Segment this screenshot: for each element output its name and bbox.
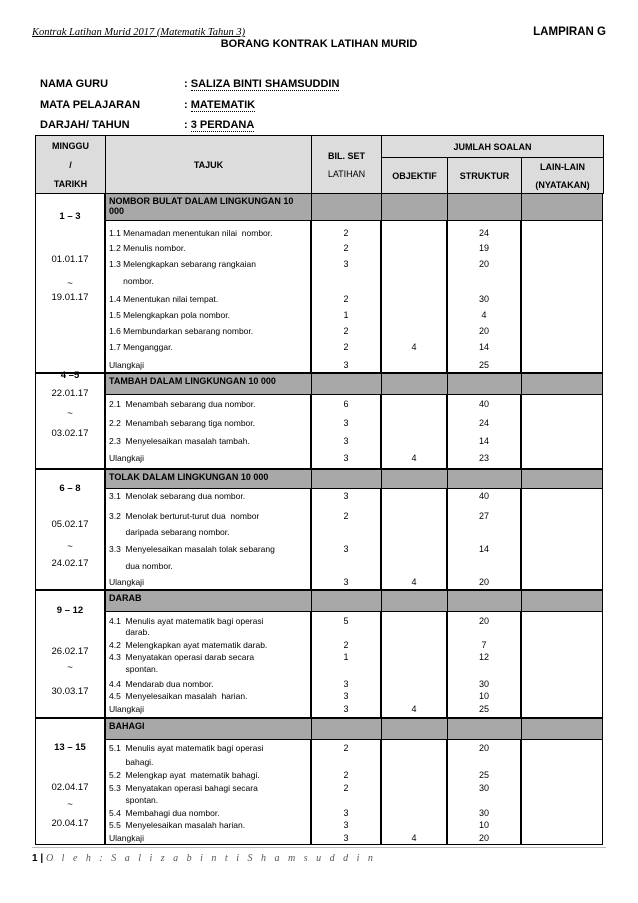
bil-set-value: 3 (343, 691, 349, 701)
info-value: : SALIZA BINTI SHAMSUDDIN (184, 78, 340, 90)
footer-author: O l e h : S a l i z a b i n t i S h a m s u d d i n (45, 853, 376, 864)
topic-item: bahagi. (109, 757, 154, 767)
struktur-value: 24 (478, 418, 489, 428)
week-range: 4 –5 (60, 370, 80, 381)
bil-set-value: 3 (343, 833, 349, 843)
week-date: 03.02.17 (51, 428, 89, 439)
week-date: 05.02.17 (51, 519, 89, 530)
topic-item: 1.3 Melengkapkan sebarang rangkaian (109, 259, 256, 269)
bil-set-value: 3 (343, 453, 349, 463)
topic-item: 3.1 Menolak sebarang dua nombor. (109, 491, 246, 501)
topic-item: 1.6 Membundarkan sebarang nombor. (109, 326, 254, 336)
bil-set-value: 3 (343, 491, 349, 501)
topic-item: 4.4 Mendarab dua nombor. (109, 679, 214, 689)
struktur-value: 20 (478, 259, 489, 269)
struktur-value: 4 (481, 310, 487, 320)
section-title: TAMBAH DALAM LINGKUNGAN 10 000 (109, 376, 276, 386)
struktur-value: 20 (478, 616, 489, 626)
info-value: : MATEMATIK (184, 99, 256, 111)
section-title: DARAB (109, 593, 142, 603)
struktur-value: 25 (478, 360, 489, 370)
topic-item: 4.3 Menyatakan operasi darab secara (109, 652, 255, 662)
week-date: ~ (67, 541, 73, 552)
topic-item: 1.5 Melengkapkan pola nombor. (109, 310, 230, 320)
week-date: ~ (67, 408, 73, 419)
topic-item: 4.2 Melengkapkan ayat matematik darab. (109, 640, 268, 650)
bil-set-value: 3 (343, 418, 349, 428)
struktur-value: 19 (478, 243, 489, 253)
bil-set-value: 3 (343, 259, 349, 269)
week-date: 26.02.17 (51, 646, 89, 657)
week-range: 6 – 8 (59, 483, 81, 494)
bil-set-value: 5 (343, 616, 349, 626)
topic-item: 1.2 Menulis nombor. (109, 243, 186, 253)
struktur-value: 14 (478, 342, 489, 352)
struktur-value: 30 (478, 783, 489, 793)
struktur-value: 10 (478, 691, 489, 701)
form-title: BORANG KONTRAK LATIHAN MURID (220, 38, 418, 50)
objektif-value: 4 (411, 833, 417, 843)
topic-item: 3.2 Menolak berturut-turut dua nombor (109, 511, 260, 521)
section-title: TOLAK DALAM LINGKUNGAN 10 000 (109, 472, 269, 482)
bil-set-value: 2 (343, 326, 349, 336)
section-title: BAHAGI (109, 721, 145, 731)
struktur-value: 7 (481, 640, 487, 650)
struktur-value: 27 (478, 511, 489, 521)
struktur-value: 20 (478, 577, 489, 587)
struktur-value: 40 (478, 399, 489, 409)
bil-set-value: 3 (343, 544, 349, 554)
appendix-label: LAMPIRAN G (533, 26, 606, 38)
bil-set-value: 3 (343, 577, 349, 587)
topic-item: Ulangkaji (109, 453, 144, 463)
struktur-value: 20 (478, 743, 489, 753)
info-value: : 3 PERDANA (184, 119, 255, 131)
topic-item: daripada sebarang nombor. (109, 527, 230, 537)
topic-item: Ulangkaji (109, 577, 144, 587)
week-date: ~ (67, 662, 73, 673)
bil-set-value: 2 (343, 640, 349, 650)
objektif-value: 4 (411, 577, 417, 587)
topic-item: nombor. (109, 276, 154, 286)
topic-item: 5.5 Menyelesaikan masalah harian. (109, 820, 246, 830)
bil-set-value: 6 (343, 399, 349, 409)
week-date: ~ (67, 799, 73, 810)
info-label: NAMA GURU (40, 78, 109, 90)
week-date: 30.03.17 (51, 686, 89, 697)
document-header-title: Kontrak Latihan Murid 2017 (Matematik Tahun 3) (32, 27, 246, 38)
week-range: 9 – 12 (56, 605, 84, 616)
topic-item: 2.1 Menambah sebarang dua nombor. (109, 399, 256, 409)
bil-set-value: 1 (343, 652, 349, 662)
topic-item: 4.1 Menulis ayat matematik bagi operasi (109, 616, 264, 626)
bil-set-value: 3 (343, 820, 349, 830)
header-lain-lain: LAIN-LAIN (NYATAKAN) (522, 158, 604, 194)
header-objektif: OBJEKTIF (382, 158, 448, 194)
bil-set-value: 2 (343, 228, 349, 238)
struktur-value: 25 (478, 770, 489, 780)
topic-item: spontan. (109, 795, 159, 805)
bil-set-value: 2 (343, 743, 349, 753)
topic-item: 5.4 Membahagi dua nombor. (109, 808, 220, 818)
header-tajuk: TAJUK (106, 136, 312, 194)
struktur-value: 14 (478, 436, 489, 446)
week-date: 02.04.17 (51, 782, 89, 793)
objektif-value: 4 (411, 704, 417, 714)
week-date: 01.01.17 (51, 254, 89, 265)
topic-item: 1.1 Menamadan menentukan nilai nombor. (109, 228, 273, 238)
bil-set-value: 3 (343, 808, 349, 818)
topic-item: 2.3 Menyelesaikan masalah tambah. (109, 436, 250, 446)
bil-set-value: 2 (343, 294, 349, 304)
week-date: 19.01.17 (51, 292, 89, 303)
topic-item: 1.7 Menganggar. (109, 342, 173, 352)
struktur-value: 14 (478, 544, 489, 554)
week-date: 22.01.17 (51, 388, 89, 399)
struktur-value: 24 (478, 228, 489, 238)
header-jumlah-soalan: JUMLAH SOALAN (382, 136, 604, 158)
struktur-value: 20 (478, 326, 489, 336)
page-number: 1 (32, 853, 38, 864)
objektif-value: 4 (411, 453, 417, 463)
topic-item: 5.2 Melengkap ayat matematik bahagi. (109, 770, 260, 780)
section-title: NOMBOR BULAT DALAM LINGKUNGAN 10 000 (109, 196, 294, 216)
topic-item: 4.5 Menyelesaikan masalah harian. (109, 691, 248, 701)
topic-item: 1.4 Menentukan nilai tempat. (109, 294, 219, 304)
topic-item: 5.3 Menyatakan operasi bahagi secara (109, 783, 258, 793)
week-date: ~ (67, 278, 73, 289)
topic-item: Ulangkaji (109, 360, 144, 370)
header-minggu: MINGGU / TARIKH (36, 136, 106, 194)
bil-set-value: 3 (343, 360, 349, 370)
header-bil-set: BIL. SET LATIHAN (312, 136, 382, 194)
page-footer: 1 | O l e h : S a l i z a b i n t i S h a m s u d d i n (32, 853, 376, 864)
struktur-value: 12 (478, 652, 489, 662)
topic-item: Ulangkaji (109, 833, 144, 843)
struktur-value: 10 (478, 820, 489, 830)
bil-set-value: 2 (343, 243, 349, 253)
week-range: 1 – 3 (59, 211, 81, 222)
struktur-value: 23 (478, 453, 489, 463)
bil-set-value: 3 (343, 679, 349, 689)
topic-item: dua nombor. (109, 561, 173, 571)
struktur-value: 30 (478, 679, 489, 689)
bil-set-value: 2 (343, 770, 349, 780)
info-label: MATA PELAJARAN (40, 99, 141, 111)
bil-set-value: 3 (343, 436, 349, 446)
struktur-value: 40 (478, 491, 489, 501)
topic-item: 2.2 Menambah sebarang tiga nombor. (109, 418, 256, 428)
topic-item: spontan. (109, 664, 159, 674)
topic-item: darab. (109, 627, 150, 637)
topic-item: 5.1 Menulis ayat matematik bagi operasi (109, 743, 264, 753)
week-date: 20.04.17 (51, 818, 89, 829)
info-label: DARJAH/ TAHUN (40, 119, 130, 131)
bil-set-value: 2 (343, 783, 349, 793)
week-range: 13 – 15 (54, 742, 86, 753)
bil-set-value: 2 (343, 511, 349, 521)
struktur-value: 30 (478, 808, 489, 818)
bil-set-value: 1 (343, 310, 349, 320)
header-struktur: STRUKTUR (448, 158, 522, 194)
topic-item: Ulangkaji (109, 704, 144, 714)
struktur-value: 20 (478, 833, 489, 843)
bil-set-value: 3 (343, 704, 349, 714)
topic-item: 3.3 Menyelesaikan masalah tolak sebarang (109, 544, 275, 554)
struktur-value: 25 (478, 704, 489, 714)
week-date: 24.02.17 (51, 558, 89, 569)
struktur-value: 30 (478, 294, 489, 304)
bil-set-value: 2 (343, 342, 349, 352)
contract-table (35, 135, 604, 194)
objektif-value: 4 (411, 342, 417, 352)
